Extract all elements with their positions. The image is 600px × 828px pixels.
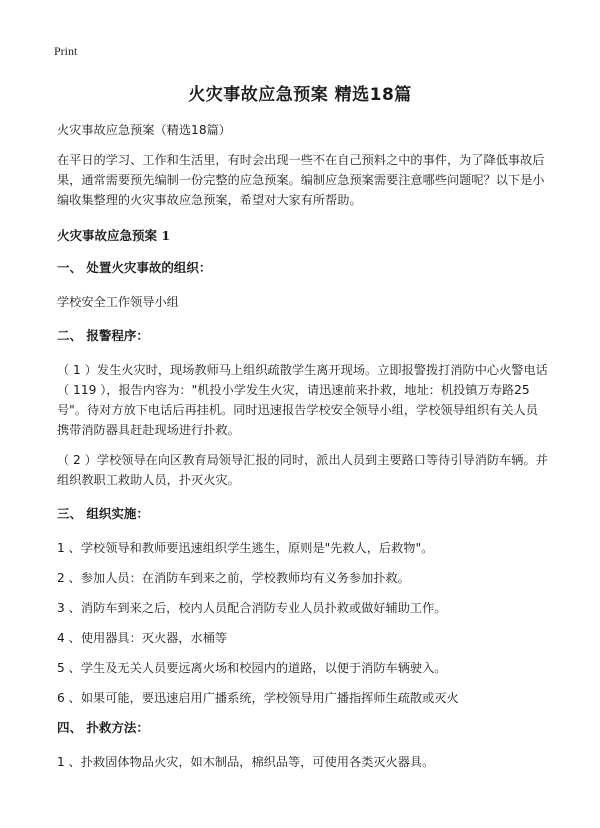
section-3-item: 6 、如果可能，要迅速启用广播系统，学校领导用广播指挥师生疏散或灭火 — [57, 691, 459, 705]
section-3-heading: 三、 组织实施： — [57, 506, 149, 521]
section-1-heading: 一、 处置火灾事故的组织： — [57, 260, 212, 275]
section-3-item: 2 、参加人员：在消防车到来之前，学校教师均有义务参加扑救。 — [57, 571, 410, 585]
section-4-item: 1 、扑救固体物品火灾，如木制品，棉织品等，可使用各类灭火器具。 — [57, 755, 435, 769]
section-3-item: 1 、学校领导和教师要迅速组织学生逃生，原则是"先救人，后救物"。 — [57, 541, 434, 555]
print-label: Print — [54, 44, 78, 58]
section-3-item: 5 、学生及无关人员要远离火场和校园内的道路，以便于消防车辆驶入。 — [57, 661, 447, 675]
plan-heading: 火灾事故应急预案 1 — [57, 228, 171, 243]
document-title: 火灾事故应急预案 精选18篇 — [188, 85, 412, 105]
section-1-body: 学校安全工作领导小组 — [57, 295, 179, 309]
section-2-paragraph-1: （ 1 ）发生火灾时，现场教师马上组织疏散学生离开现场。立即报警拨打消防中心火警电话（ 119 ），报告内容为："机投小学发生火灾，请迅速前来扑救，地址：机投镇万寿路25号"。待对方放下电话后再挂机。同时迅速报告学校安全领导小组，学校领导组织有关人员携带消防器具赶赴现场进行扑救。 — [57, 363, 548, 437]
section-3-item: 4 、使用器具：灭火器，水桶等 — [57, 631, 228, 645]
document-subtitle: 火灾事故应急预案（精选18篇） — [57, 123, 231, 137]
intro-paragraph: 在平日的学习、工作和生活里，有时会出现一些不在自己预料之中的事件，为了降低事故后果，通常需要预先编制一份完整的应急预案。编制应急预案需要注意哪些问题呢？以下是小编收集整理的火灾事故应急预案，希望对大家有所帮助。 — [57, 153, 545, 207]
document-body — [57, 120, 549, 782]
section-3-item: 3 、消防车到来之后，校内人员配合消防专业人员扑救或做好辅助工作。 — [57, 601, 447, 615]
section-2-heading: 二、 报警程序： — [57, 328, 149, 343]
section-2-paragraph-2: （ 2 ）学校领导在向区教育局领导汇报的同时，派出人员到主要路口等待引导消防车辆。并组织教职工救助人员，扑灭火灾。 — [57, 453, 548, 487]
section-4-heading: 四、 扑救方法： — [57, 720, 149, 735]
